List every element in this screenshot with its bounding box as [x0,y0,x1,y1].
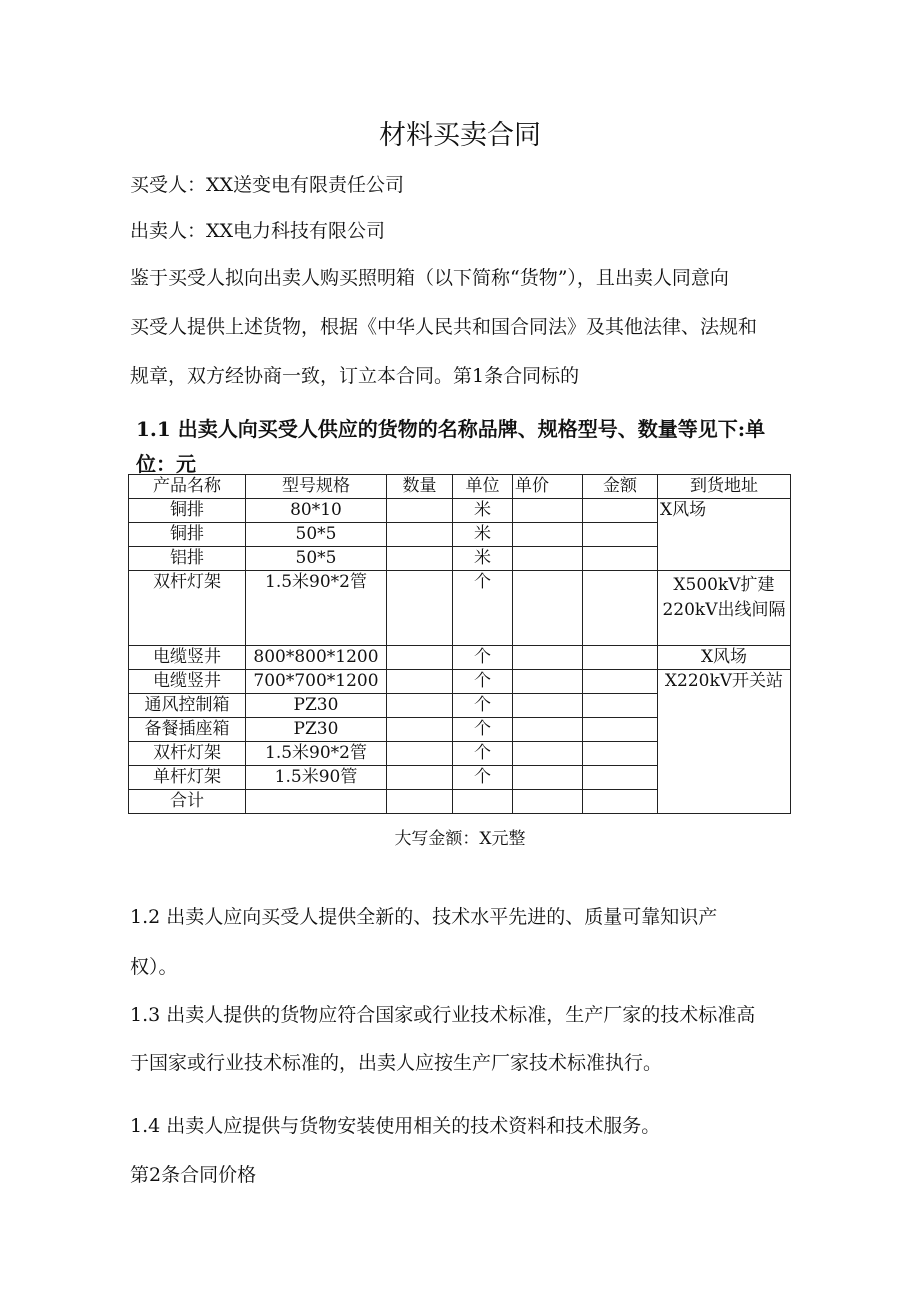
buyer-line: 买受人：XX送变电有限责任公司 [130,174,405,196]
section-1-1-line-2: 位：元 [136,452,196,476]
cell-qty [387,523,453,547]
header-qty: 数量 [387,475,453,499]
header-spec: 型号规格 [246,475,387,499]
header-name: 产品名称 [129,475,246,499]
cell-price [513,499,583,523]
cell-price [513,571,583,646]
section-1-1-line-1: 1.1 出卖人向买受人供应的货物的名称品牌、规格型号、数量等见下:单 [136,417,766,441]
cell-qty [387,547,453,571]
cell-amount [583,523,658,547]
cell-qty [387,499,453,523]
cell-empty [246,790,387,814]
clause-1-3-line-2: 于国家或行业技术标准的，出卖人应按生产厂家技术标准执行。 [130,1052,663,1074]
intro-line-3: 规章，双方经协商一致，订立本合同。第1条合同标的 [130,365,580,387]
cell-total-label: 合计 [129,790,246,814]
cell-address: X风场 [658,499,791,571]
cell-name: 铜排 [129,523,246,547]
cell-qty [387,571,453,646]
cell-price [513,742,583,766]
cell-price [513,670,583,694]
cell-unit: 个 [453,694,513,718]
seller-line: 出卖人：XX电力科技有限公司 [130,220,386,242]
cell-unit: 米 [453,547,513,571]
cell-amount [583,499,658,523]
cell-address: X500kV扩建220kV出线间隔 [658,571,791,646]
cell-amount [583,646,658,670]
cell-amount [583,670,658,694]
table-row [129,571,791,646]
goods-table [128,474,791,814]
cell-empty [387,790,453,814]
cell-price [513,523,583,547]
cell-spec: 1.5米90*2管 [246,571,387,646]
cell-spec: 800*800*1200 [246,646,387,670]
cell-unit: 个 [453,670,513,694]
cell-address: X风场 [658,646,791,670]
cell-name: 电缆竖井 [129,670,246,694]
intro-line-2: 买受人提供上述货物，根据《中华人民共和国合同法》及其他法律、法规和 [130,316,758,338]
section-2-heading: 第2条合同价格 [130,1164,257,1186]
cell-amount [583,742,658,766]
cell-name: 备餐插座箱 [129,718,246,742]
table-header-row [129,475,791,499]
cell-spec: 80*10 [246,499,387,523]
cell-spec: 1.5米90*2管 [246,742,387,766]
cell-qty [387,670,453,694]
cell-qty [387,742,453,766]
clause-1-4: 1.4 出卖人应提供与货物安装使用相关的技术资料和技术服务。 [130,1115,661,1137]
header-price: 单价 [513,475,583,499]
cell-name: 双杆灯架 [129,571,246,646]
cell-spec: 1.5米90管 [246,766,387,790]
cell-empty [453,790,513,814]
cell-spec: 50*5 [246,547,387,571]
cell-amount [583,766,658,790]
cell-unit: 个 [453,718,513,742]
header-unit: 单位 [453,475,513,499]
cell-amount [583,694,658,718]
cell-address: X220kV开关站 [658,670,791,814]
clause-1-3-line-1: 1.3 出卖人提供的货物应符合国家或行业技术标准，生产厂家的技术标准高 [130,1004,756,1026]
cell-empty [513,790,583,814]
cell-spec: PZ30 [246,718,387,742]
cell-qty [387,718,453,742]
clause-1-2-line-2: 权）。 [130,956,178,978]
cell-amount [583,571,658,646]
header-amount: 金额 [583,475,658,499]
amount-in-words: 大写金额：X元整 [394,829,526,849]
cell-spec: 50*5 [246,523,387,547]
clause-1-2-line-1: 1.2 出卖人应向买受人提供全新的、技术水平先进的、质量可靠知识产 [130,906,718,928]
page-title: 材料买卖合同 [379,120,541,151]
cell-name: 铝排 [129,547,246,571]
cell-spec: PZ30 [246,694,387,718]
intro-line-1: 鉴于买受人拟向出卖人购买照明箱（以下简称“货物”），且出卖人同意向 [130,267,729,289]
cell-price [513,766,583,790]
cell-name: 通风控制箱 [129,694,246,718]
header-address: 到货地址 [658,475,791,499]
cell-price [513,646,583,670]
cell-amount [583,718,658,742]
table-row [129,646,791,670]
cell-name: 单杆灯架 [129,766,246,790]
cell-name: 双杆灯架 [129,742,246,766]
cell-qty [387,694,453,718]
cell-empty [583,790,658,814]
cell-qty [387,646,453,670]
cell-unit: 米 [453,499,513,523]
cell-unit: 个 [453,742,513,766]
cell-price [513,694,583,718]
cell-qty [387,766,453,790]
cell-unit: 个 [453,646,513,670]
cell-unit: 个 [453,571,513,646]
cell-unit: 个 [453,766,513,790]
cell-price [513,718,583,742]
table-row [129,670,791,694]
cell-price [513,547,583,571]
cell-spec: 700*700*1200 [246,670,387,694]
cell-name: 铜排 [129,499,246,523]
cell-amount [583,547,658,571]
cell-name: 电缆竖井 [129,646,246,670]
cell-unit: 米 [453,523,513,547]
table-row [129,499,791,523]
